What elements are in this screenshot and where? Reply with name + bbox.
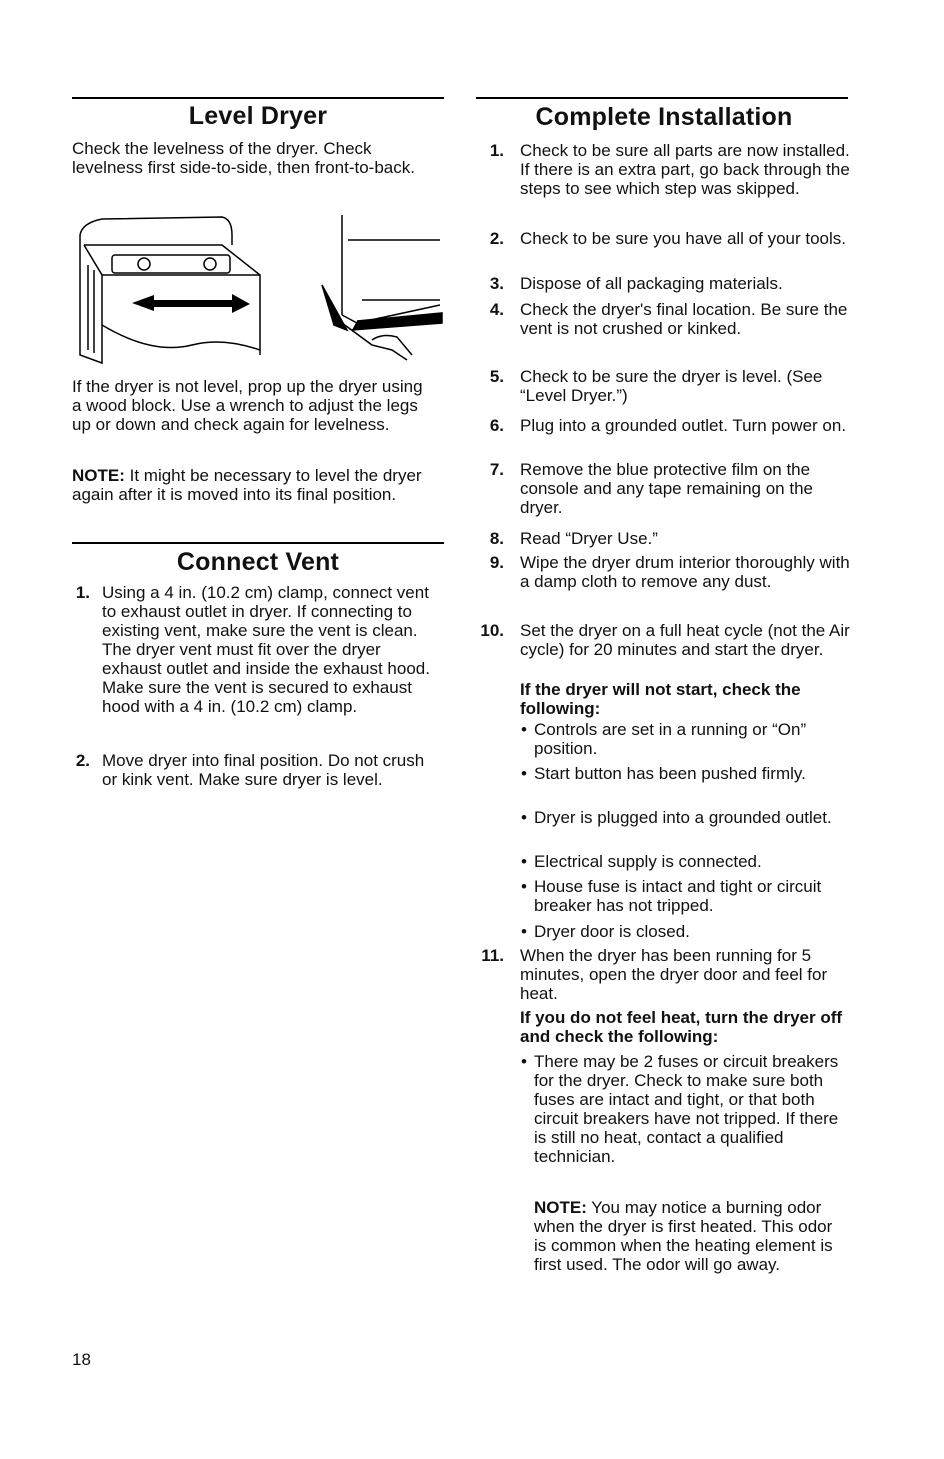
step-number: 9. xyxy=(489,553,504,572)
step-number: 1. xyxy=(75,583,90,602)
step-number: 10. xyxy=(480,621,504,640)
bullet-text: Dryer door is closed. xyxy=(534,922,690,941)
note-text: You may notice a burning odor when the dryer is first heated. This odor is common when the heating element is first used. The odor will go away. xyxy=(534,1198,833,1274)
bullet-dot: • xyxy=(521,922,527,941)
step-text: Using a 4 in. (10.2 cm) clamp, connect vent to exhaust outlet in dryer. If connecting to existing vent, make sure the vent is clean. The dryer vent must fit over the dryer exhaust outlet and inside the exhaust hood. Make sure the vent is secured to exhaust hood with a 4 in. (10.2 cm) clamp. xyxy=(102,583,430,716)
bullet-text: Start button has been pushed firmly. xyxy=(534,764,806,783)
step-number: 2. xyxy=(75,751,90,770)
note-text: It might be necessary to level the dryer again after it is moved into its final position. xyxy=(72,466,422,504)
step-number: 2. xyxy=(489,229,504,248)
step-text: Check to be sure you have all of your tools. xyxy=(520,229,847,248)
bullet-text: Controls are set in a running or “On” position. xyxy=(534,720,807,758)
section-rule xyxy=(476,97,848,99)
leg-wrench-drawing xyxy=(322,215,442,360)
step-number: 6. xyxy=(489,416,504,435)
bullet-dot: • xyxy=(521,877,527,896)
step-number: 11. xyxy=(481,946,504,965)
bullet-dot: • xyxy=(521,720,527,739)
step-number: 1. xyxy=(489,141,504,160)
step-11-subheading: If you do not feel heat, turn the dryer off and check the following: xyxy=(520,1008,843,1046)
bullet-text: Electrical supply is connected. xyxy=(534,852,762,871)
bullet-text: There may be 2 fuses or circuit breakers for the dryer. Check to make sure both fuses are intact and tight, or that both circuit breakers have not tripped. If there is still no heat, contact a qualified technician. xyxy=(534,1052,839,1166)
section-title-complete-installation: Complete Installation xyxy=(535,103,793,131)
dryer-leveling-illustration xyxy=(72,205,444,370)
note-label: NOTE: xyxy=(534,1198,587,1217)
step-text: Check to be sure all parts are now installed. If there is an extra part, go back through the steps to see which step was skipped. xyxy=(520,141,850,198)
section-title-connect-vent: Connect Vent xyxy=(176,548,340,576)
note-label: NOTE: xyxy=(72,466,125,485)
step-text: When the dryer has been running for 5 minutes, open the dryer door and feel for heat. xyxy=(520,946,828,1003)
bullet-dot: • xyxy=(521,1052,527,1071)
page-number: 18 xyxy=(72,1350,91,1369)
bullet-dot: • xyxy=(521,852,527,871)
section-rule xyxy=(72,542,444,544)
section-title-level-dryer: Level Dryer xyxy=(188,102,328,130)
step-text: Dispose of all packaging materials. xyxy=(520,274,783,293)
step-text: Check the dryer's final location. Be sure the vent is not crushed or kinked. xyxy=(520,300,848,338)
dryer-body-drawing xyxy=(80,217,260,363)
step-number: 5. xyxy=(489,367,504,386)
step-10-subheading: If the dryer will not start, check the following: xyxy=(520,680,801,718)
step-number: 7. xyxy=(489,460,504,479)
step-11-note xyxy=(534,1198,846,1274)
step-text: Check to be sure the dryer is level. (See “Level Dryer.”) xyxy=(520,367,823,405)
bullet-text: Dryer is plugged into a grounded outlet. xyxy=(534,808,832,827)
section-rule xyxy=(72,97,444,99)
level-dryer-intro: Check the levelness of the dryer. Check levelness first side-to-side, then front-to-back. xyxy=(72,139,415,177)
step-text: Remove the blue protective film on the console and any tape remaining on the dryer. xyxy=(520,460,813,517)
step-text: Read “Dryer Use.” xyxy=(520,529,658,548)
step-text: Move dryer into final position. Do not crush or kink vent. Make sure dryer is level. xyxy=(102,751,425,789)
step-number: 3. xyxy=(489,274,504,293)
step-text: Plug into a grounded outlet. Turn power on. xyxy=(520,416,847,435)
step-number: 8. xyxy=(489,529,504,548)
bullet-text: House fuse is intact and tight or circuit breaker has not tripped. xyxy=(534,877,822,915)
level-dryer-instructions: If the dryer is not level, prop up the dryer using a wood block. Use a wrench to adjust the legs up or down and check again for levelness. xyxy=(72,377,423,434)
step-text: Set the dryer on a full heat cycle (not the Air cycle) for 20 minutes and start the dryer. xyxy=(520,621,850,659)
level-dryer-note xyxy=(72,466,434,504)
side-to-side-arrow xyxy=(132,294,250,313)
step-text: Wipe the dryer drum interior thoroughly with a damp cloth to remove any dust. xyxy=(520,553,850,591)
bullet-dot: • xyxy=(521,764,527,783)
step-number: 4. xyxy=(489,300,504,319)
bullet-dot: • xyxy=(521,808,527,827)
